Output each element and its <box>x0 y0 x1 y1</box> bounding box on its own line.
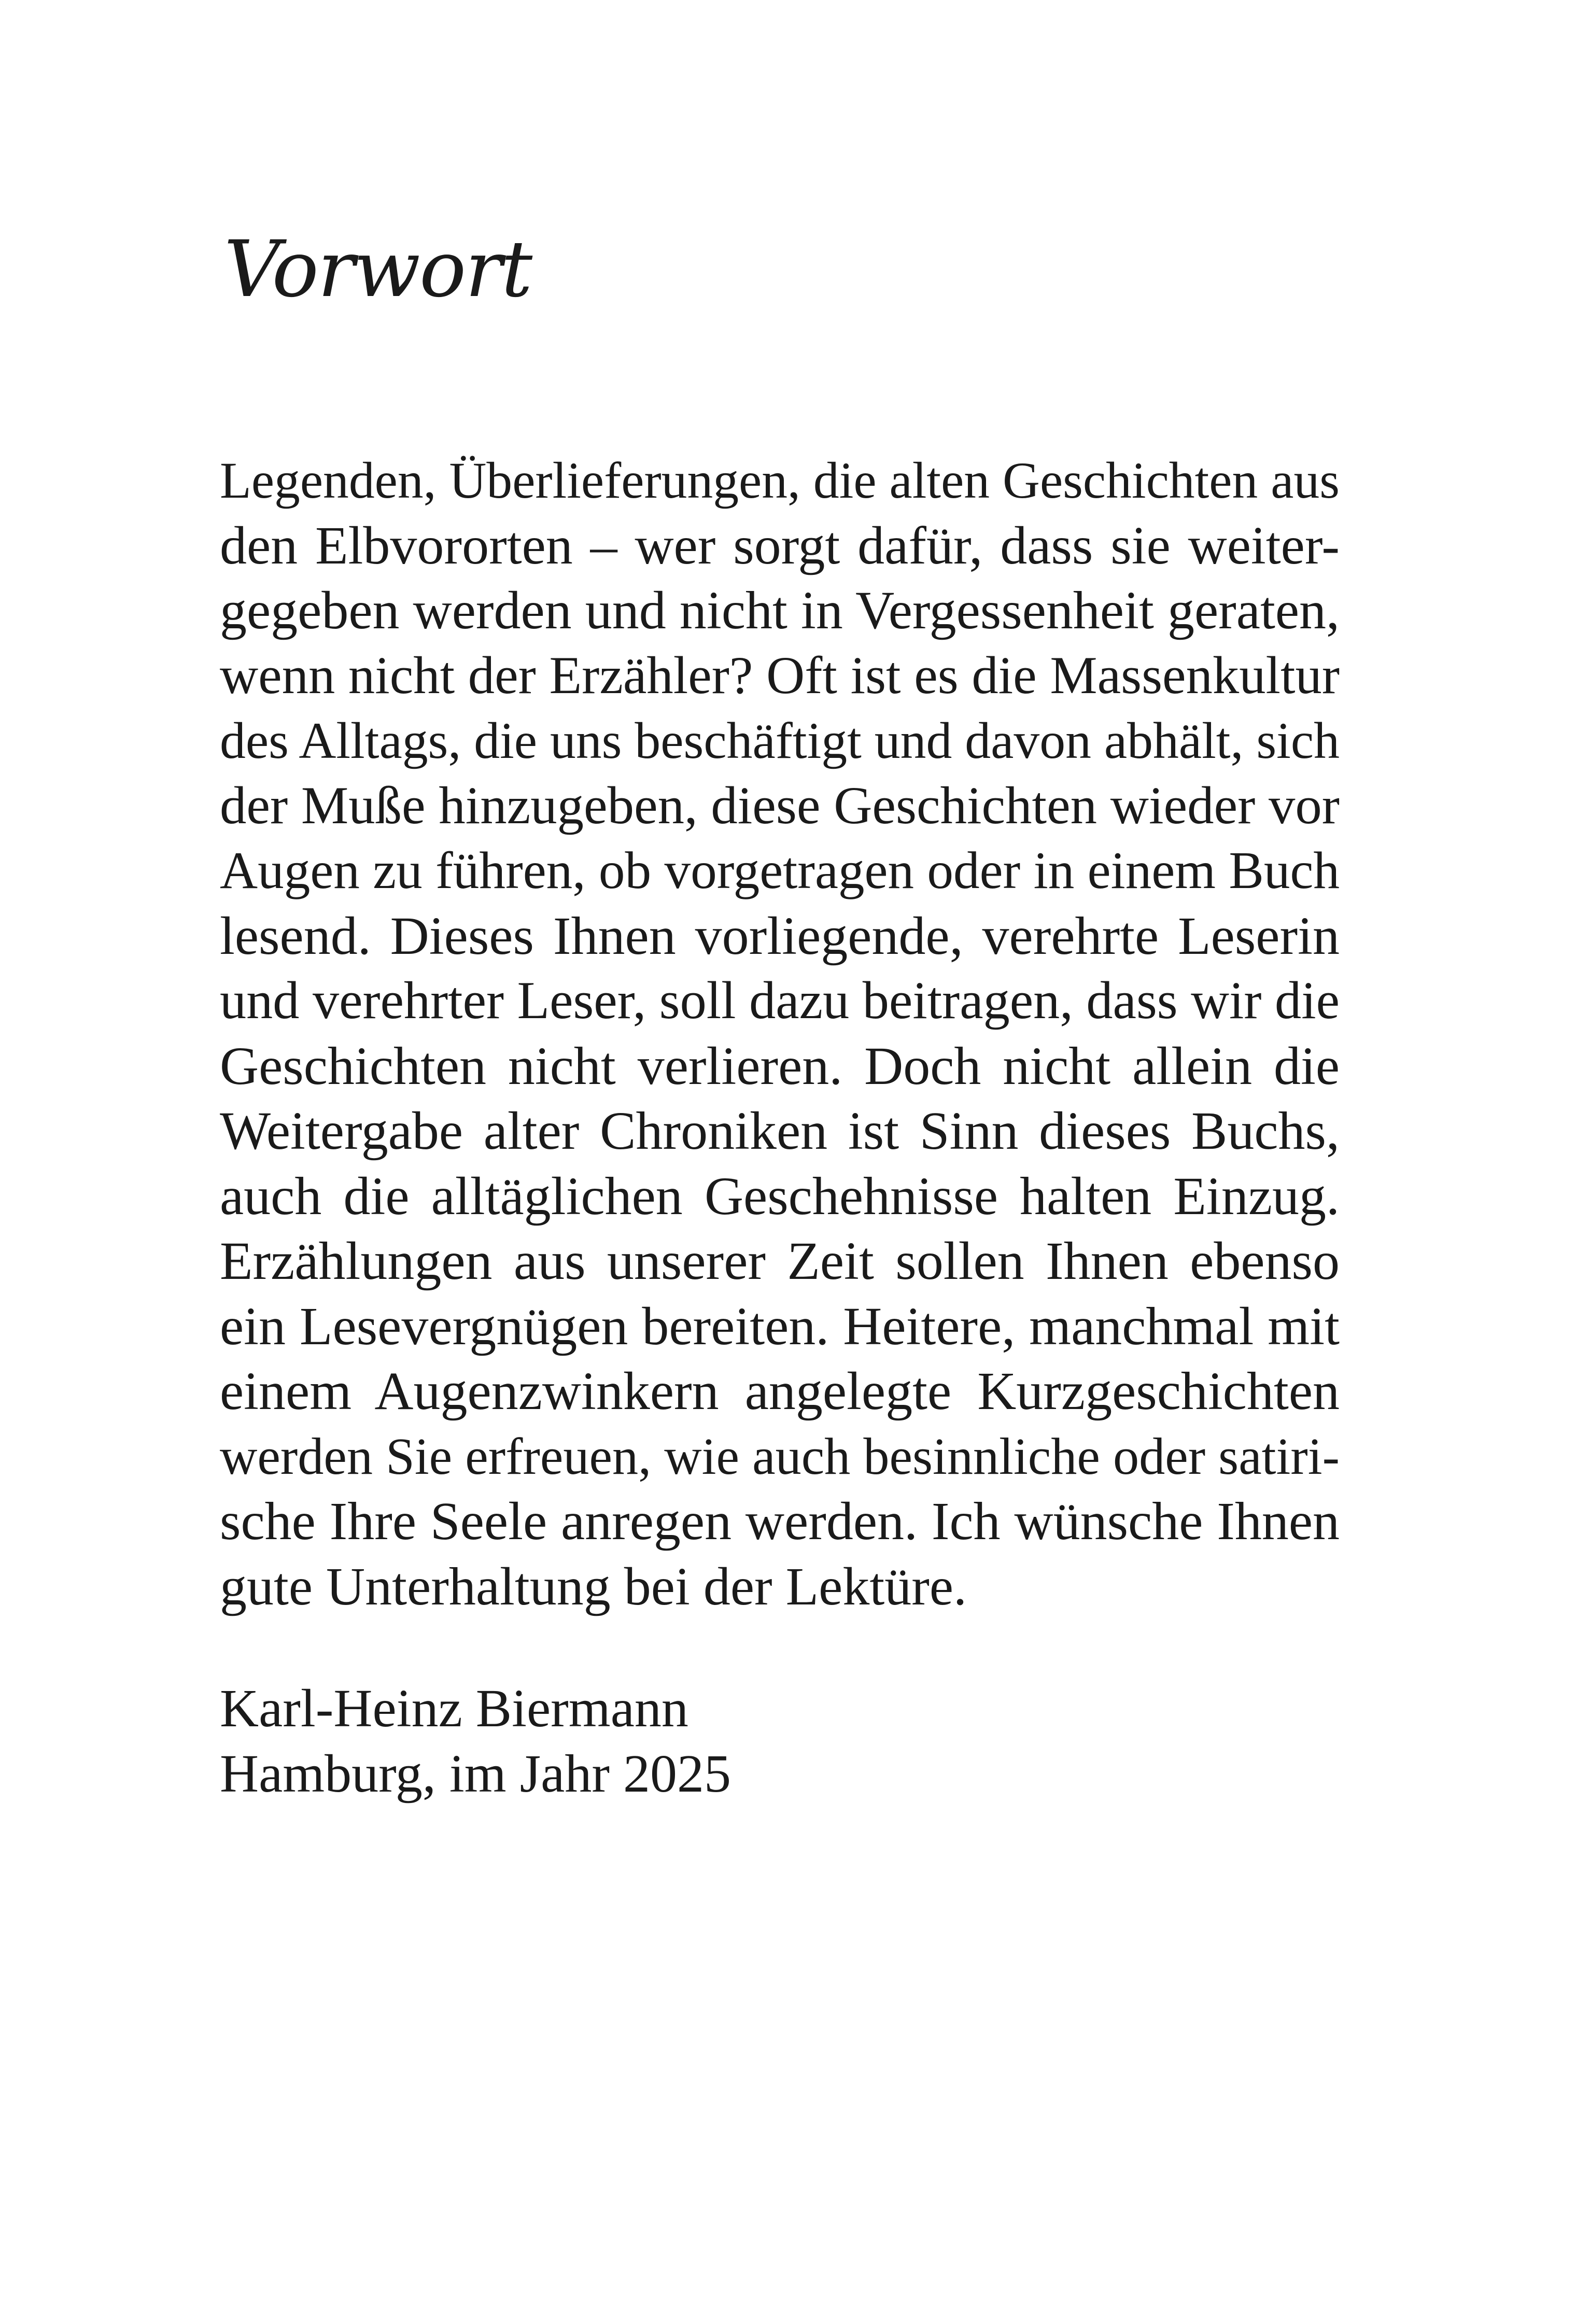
paragraph-line: einem Augenzwinkern angelegte Kurzgeschichten <box>220 1361 1340 1421</box>
paragraph-line: Augen zu führen, ob vorgetragen oder in einem Buch <box>220 841 1340 899</box>
paragraph-line: ein Lesevergnügen bereiten. Heitere, manchmal mit <box>220 1296 1340 1356</box>
paragraph-line: auch die alltäglichen Geschehnisse halten Einzug. <box>220 1166 1340 1226</box>
paragraph-line: gute Unterhaltung bei der Lektüre. <box>220 1556 967 1616</box>
paragraph-line: den Elbvororten – wer sorgt dafür, dass sie weiter- <box>220 515 1340 575</box>
paragraph-line: wenn nicht der Erzähler? Oft ist es die Massenkultur <box>220 646 1340 705</box>
paragraph-line: und verehrter Leser, soll dazu beitragen, dass wir die <box>220 971 1340 1030</box>
paragraph-line: Erzählungen aus unserer Zeit sollen Ihnen ebenso <box>220 1231 1340 1291</box>
paragraph-line: Legenden, Überlieferungen, die alten Geschichten aus <box>220 452 1340 509</box>
paragraph-line: sche Ihre Seele anregen werden. Ich wünsche Ihnen <box>220 1491 1340 1551</box>
place-date: Hamburg, im Jahr 2025 <box>220 1743 731 1804</box>
foreword-paragraph <box>220 448 1340 1619</box>
paragraph-line: werden Sie erfreuen, wie auch besinnliche oder satiri- <box>220 1427 1340 1485</box>
paragraph-line: des Alltags, die uns beschäftigt und davon abhält, sich <box>220 712 1340 769</box>
paragraph-line: gegeben werden und nicht in Vergessenheit geraten, <box>220 581 1340 640</box>
paragraph-line: Geschichten nicht verlieren. Doch nicht allein die <box>220 1036 1340 1096</box>
paragraph-line: der Muße hinzugeben, diese Geschichten wieder vor <box>220 776 1340 835</box>
author-name: Karl-Heinz Biermann <box>220 1679 688 1738</box>
paragraph-line: lesend. Dieses Ihnen vorliegende, verehrte Leserin <box>220 906 1340 966</box>
page-title: Vorwort <box>224 224 532 315</box>
signature-block <box>220 1676 731 1806</box>
paragraph-line: Weitergabe alter Chroniken ist Sinn dieses Buchs, <box>220 1101 1340 1161</box>
